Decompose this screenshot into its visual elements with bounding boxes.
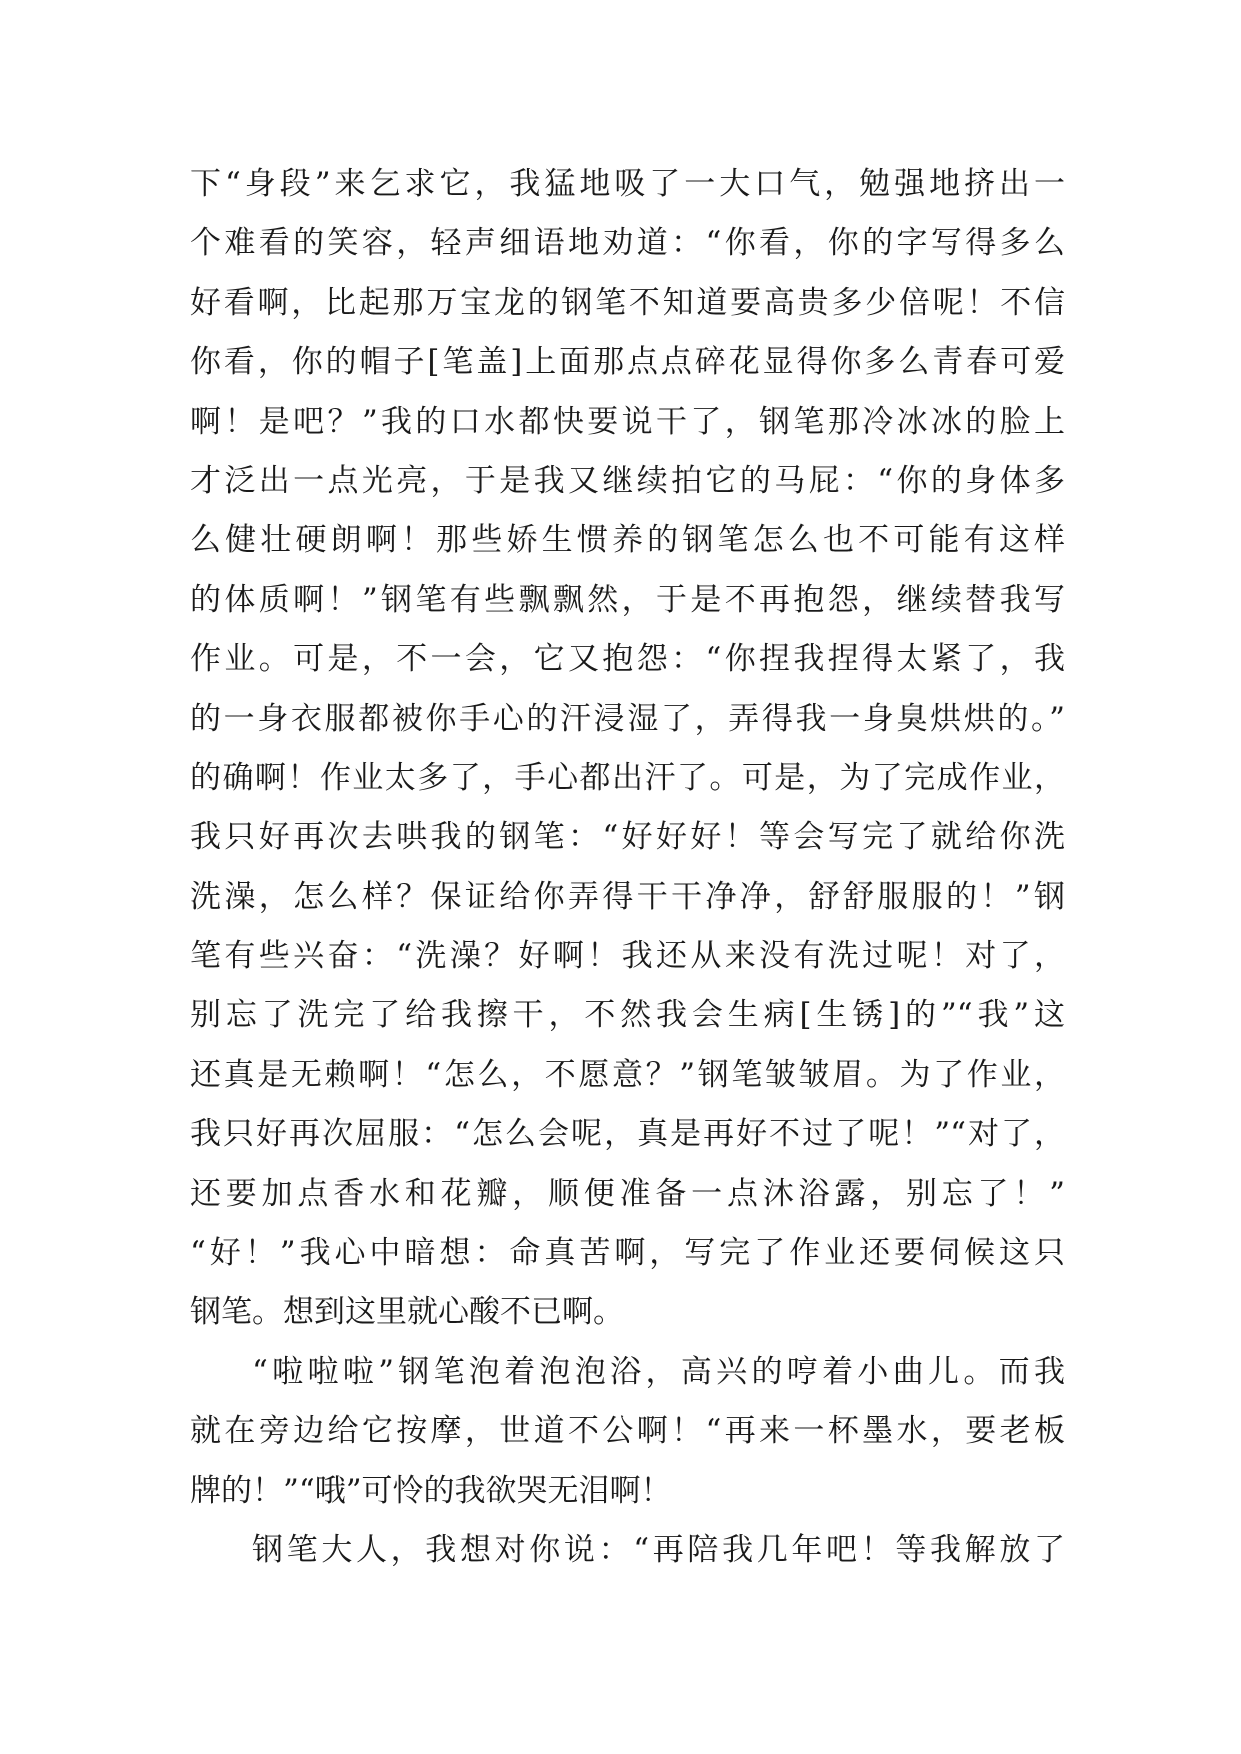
text-line: 么健壮硬朗啊！那些娇生惯养的钢笔怎么也不可能有这样 <box>190 522 1065 559</box>
text-line: 个难看的笑容，轻声细语地劝道：“你看，你的字写得多么 <box>190 225 1065 262</box>
text-line: 洗澡，怎么样？保证给你弄得干干净净，舒舒服服的！”钢 <box>190 878 1065 915</box>
text-line: 钢笔大人，我想对你说：“再陪我几年吧！等我解放了 <box>252 1531 1065 1568</box>
text-line: 别忘了洗完了给我擦干，不然我会生病[生锈]的”“我”这 <box>190 997 1065 1034</box>
text-line: 还真是无赖啊！“怎么，不愿意？”钢笔皱皱眉。为了作业， <box>190 1056 1065 1093</box>
text-line: 的体质啊！”钢笔有些飘飘然，于是不再抱怨，继续替我写 <box>190 581 1065 618</box>
text-line: 我只好再次去哄我的钢笔：“好好好！等会写完了就给你洗 <box>190 819 1065 856</box>
text-line: 笔有些兴奋：“洗澡？好啊！我还从来没有洗过呢！对了， <box>190 938 1065 975</box>
text-line: 牌的！”“哦”可怜的我欲哭无泪啊！ <box>190 1472 672 1509</box>
text-line: 作业。可是，不一会，它又抱怨：“你捏我捏得太紧了，我 <box>190 641 1065 678</box>
text-line: “啦啦啦”钢笔泡着泡泡浴，高兴的哼着小曲儿。而我 <box>252 1353 1065 1390</box>
text-line: 好看啊，比起那万宝龙的钢笔不知道要高贵多少倍呢！不信 <box>190 284 1065 321</box>
text-line: 的确啊！作业太多了，手心都出汗了。可是，为了完成作业， <box>190 759 1065 796</box>
text-line: 啊！是吧？”我的口水都快要说干了，钢笔那冷冰冰的脸上 <box>190 403 1065 440</box>
text-line: 钢笔。想到这里就心酸不已啊。 <box>190 1294 624 1331</box>
text-line: 我只好再次屈服：“怎么会呢，真是再好不过了呢！”“对了， <box>190 1116 1065 1153</box>
body-text <box>190 155 1065 1580</box>
text-line: 下“身段”来乞求它，我猛地吸了一大口气，勉强地挤出一 <box>190 166 1065 202</box>
text-line: 才泛出一点光亮，于是我又继续拍它的马屁：“你的身体多 <box>190 462 1065 499</box>
text-line: 就在旁边给它按摩，世道不公啊！“再来一杯墨水，要老板 <box>190 1413 1065 1450</box>
text-line: 你看，你的帽子[笔盖]上面那点点碎花显得你多么青春可爱 <box>190 344 1065 381</box>
text-line: 的一身衣服都被你手心的汗浸湿了，弄得我一身臭烘烘的。” <box>190 700 1065 737</box>
text-line: 还要加点香水和花瓣，顺便准备一点沐浴露，别忘了！” <box>190 1175 1065 1212</box>
text-line: “好！”我心中暗想：命真苦啊，写完了作业还要伺候这只 <box>190 1235 1065 1272</box>
